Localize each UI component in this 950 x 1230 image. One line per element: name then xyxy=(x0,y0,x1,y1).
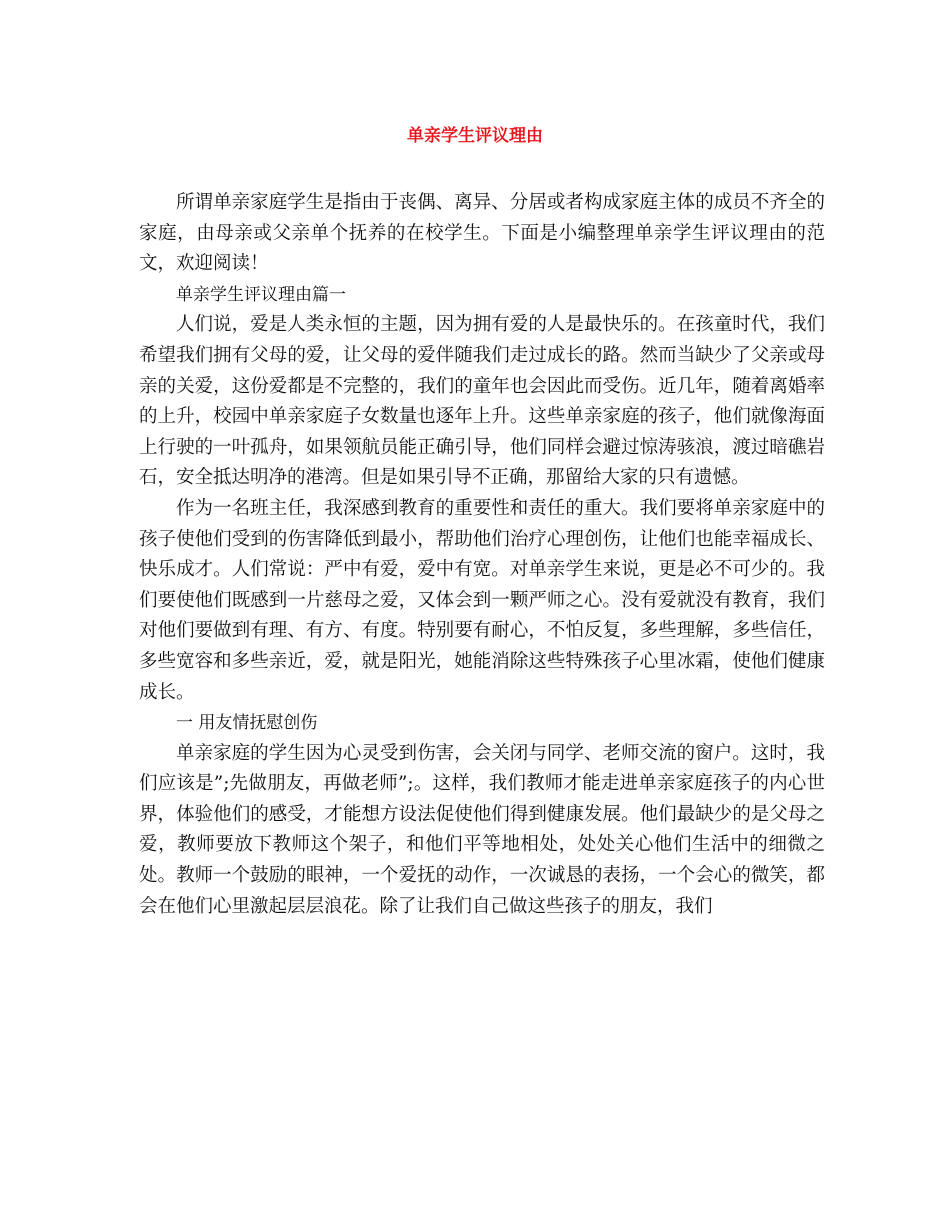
document-title: 单亲学生评议理由 xyxy=(407,126,543,146)
document-body xyxy=(139,188,825,922)
body-paragraph: 人们说，爱是人类永恒的主题，因为拥有爱的人是最快乐的。在孩童时代，我们希望我们拥有父母的爱，让父母的爱伴随我们走过成长的路。然而当缺少了父亲或母亲的关爱，这份爱都是不完整的，我们的童年也会因此而受伤。近几年，随着离婚率的上升，校园中单亲家庭子女数量也逐年上升。这些单亲家庭的孩子，他们就像海面上行驶的一叶孤舟，如果领航员能正确引导，他们同样会避过惊涛骇浪，渡过暗礁岩石，安全抵达明净的港湾。但是如果引导不正确，那留给大家的只有遗憾。 xyxy=(139,314,825,489)
section-heading: 单亲学生评议理由篇一 xyxy=(176,284,346,305)
body-paragraph: 单亲家庭的学生因为心灵受到伤害，会关闭与同学、老师交流的窗户。这时，我们应该是”;先做朋友，再做老师”;。这样，我们教师才能走进单亲家庭孩子的内心世界，体验他们的感受，才能想方设法促使他们得到健康发展。他们最缺少的是父母之爱，教师要放下教师这个架子，和他们平等地相处，处处关心他们生活中的细微之处。教师一个鼓励的眼神，一个爱抚的动作，一次诚恳的表扬，一个会心的微笑，都会在他们心里激起层层浪花。除了让我们自己做这些孩子的朋友，我们 xyxy=(139,742,825,917)
body-paragraph: 作为一名班主任，我深感到教育的重要性和责任的重大。我们要将单亲家庭中的孩子使他们受到的伤害降低到最小，帮助他们治疗心理创伤，让他们也能幸福成长、快乐成才。人们常说：严中有爱，爱中有宽。对单亲学生来说，更是必不可少的。我们要使他们既感到一片慈母之爱，又体会到一颗严师之心。没有爱就没有教育，我们对他们要做到有理、有方、有度。特别要有耐心，不怕反复，多些理解，多些信任，多些宽容和多些亲近，爱，就是阳光，她能消除这些特殊孩子心里冰霜，使他们健康成长。 xyxy=(139,497,825,703)
subsection-heading: 一 用友情抚慰创伤 xyxy=(176,713,318,734)
intro-paragraph: 所谓单亲家庭学生是指由于丧偶、离异、分居或者构成家庭主体的成员不齐全的家庭，由母亲或父亲单个抚养的在校学生。下面是小编整理单亲学生评议理由的范文，欢迎阅读！ xyxy=(139,192,825,275)
